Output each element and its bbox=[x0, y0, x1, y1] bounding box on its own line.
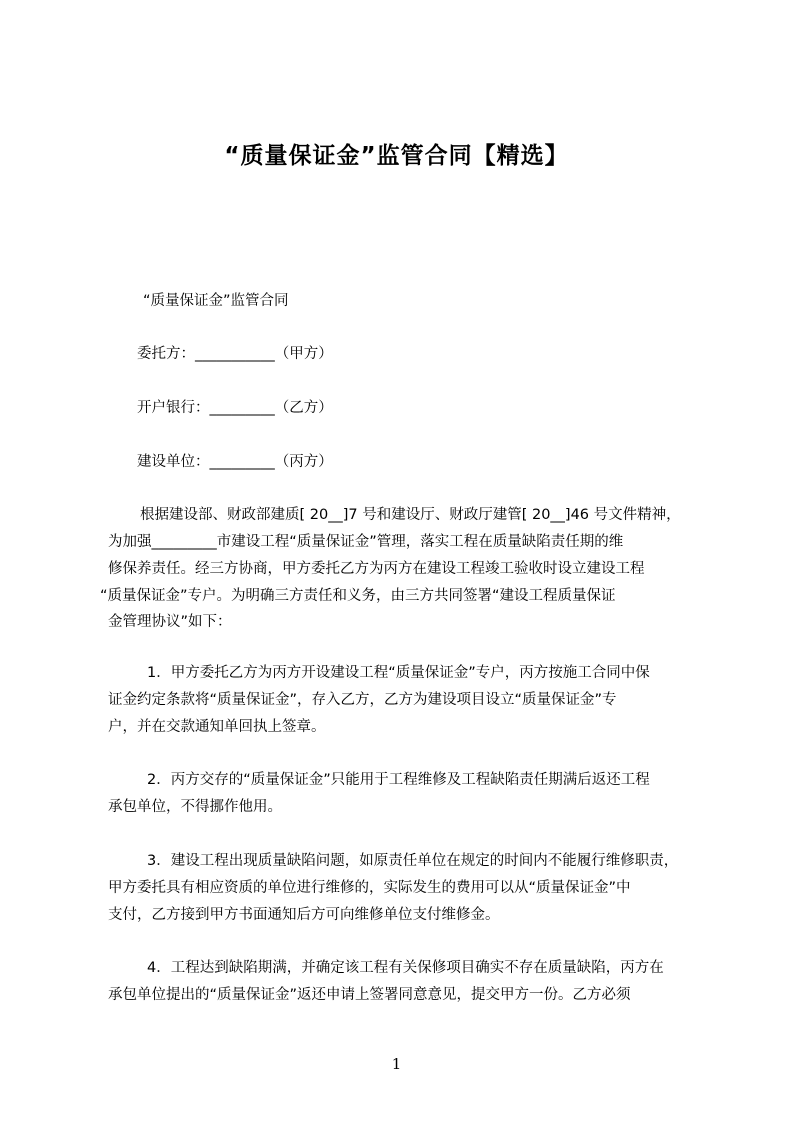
paragraph-line: 证金约定条款将“质量保证金”，存入乙方，乙方为建设项目设立“质量保证金”专 bbox=[108, 692, 617, 708]
paragraph-line: 甲方委托具有相应资质的单位进行维修的，实际发生的费用可以从“质量保证金”中 bbox=[108, 880, 631, 896]
paragraph-line: 为加强_________市建设工程“质量保证金”管理，落实工程在质量缺陷责任期的维 bbox=[108, 534, 624, 550]
paragraph-line: 支付，乙方接到甲方书面通知后方可向维修单位支付维修金。 bbox=[108, 907, 500, 923]
paragraph-line: 金管理协议”如下： bbox=[108, 614, 232, 630]
document-title: “质量保证金”监管合同【精选】 bbox=[224, 143, 569, 169]
paragraph-line: “质量保证金”专户。为明确三方责任和义务，由三方共同签署“建设工程质量保证 bbox=[100, 588, 616, 604]
paragraph-line: 2．丙方交存的“质量保证金”只能用于工程维修及工程缺陷责任期满后返还工程 bbox=[147, 772, 650, 788]
paragraph-line: 根据建设部、财政部建质[ 20__]7 号和建设厅、财政厅建管[ 20__]46 号文件精神， bbox=[140, 507, 681, 523]
paragraph-line: 1．甲方委托乙方为丙方开设建设工程“质量保证金”专户，丙方按施工合同中保 bbox=[147, 665, 650, 681]
party-bank: 开户银行：_________（乙方） bbox=[137, 400, 333, 416]
paragraph-line: 修保养责任。经三方协商，甲方委托乙方为丙方在建设工程竣工验收时设立建设工程 bbox=[108, 561, 645, 577]
party-builder: 建设单位：_________（丙方） bbox=[137, 454, 333, 470]
paragraph-line: 4．工程达到缺陷期满，并确定该工程有关保修项目确实不存在质量缺陷，丙方在 bbox=[147, 960, 664, 976]
contract-subtitle: “质量保证金”监管合同 bbox=[143, 293, 289, 309]
party-client: 委托方：___________（甲方） bbox=[137, 346, 333, 362]
paragraph-line: 承包单位提出的“质量保证金”返还申请上签署同意意见，提交甲方一份。乙方必须 bbox=[108, 987, 631, 1003]
paragraph-line: 承包单位，不得挪作他用。 bbox=[108, 799, 282, 815]
paragraph-line: 户，并在交款通知单回执上签章。 bbox=[108, 719, 326, 735]
paragraph-line: 3．建设工程出现质量缺陷问题，如原责任单位在规定的时间内不能履行维修职责， bbox=[147, 853, 679, 869]
page-number: 1 bbox=[391, 1055, 402, 1073]
